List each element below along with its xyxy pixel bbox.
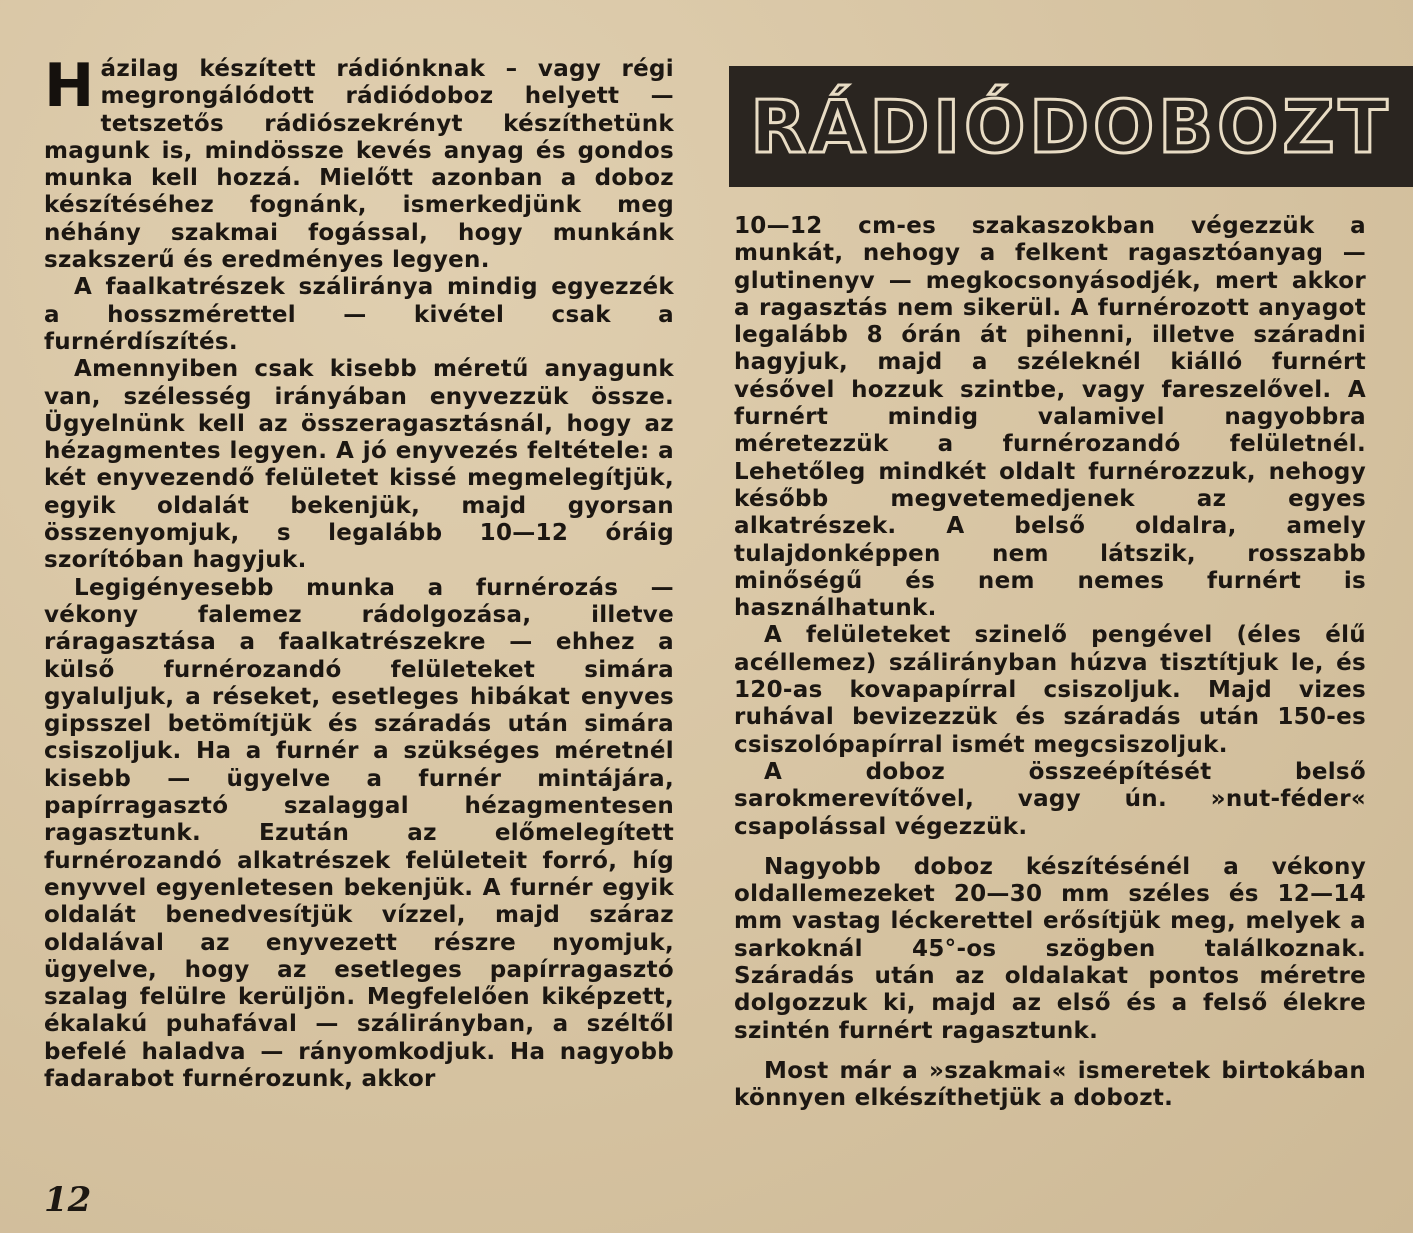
title-banner	[729, 66, 1413, 187]
paragraph-finishing: A felületeket szinelő pengével (éles élű acéllemez) szálirányban húzva tisztítjuk le, és 120-as kovapapírral csiszoljuk. Majd vizes ruhával bevizezzük és száradás után 150-es csiszolópapírral ismét megcsiszoljuk.	[734, 622, 1366, 758]
paragraph-intro	[44, 51, 674, 274]
paragraph-grain: A faalkatrészek száliránya mindig egyezzék a hosszmérettel — kivétel csak a furnérdíszítés.	[44, 274, 674, 355]
left-column	[44, 51, 674, 1093]
paragraph-assembly: A doboz összeépítését belső sarokmerevítővel, vagy ún. »nut-féder« csapolással végezzük.	[734, 758, 1366, 840]
paragraph-gluing: Amennyiben csak kisebb méretű anyagunk van, szélesség irányában enyvezzük össze. Ügyelnünk kell az összeragasztásnál, hogy az hézagmentes legyen. A jó enyvezés feltétele: a két enyvezendő felületet kissé megmelegítjük, egyik oldalát bekenjük, majd gyorsan összenyomjuk, s legalább 10—12 óráig szorítóban hagyjuk.	[44, 356, 674, 574]
paragraph-closing: Most már a »szakmai« ismeretek birtokában könnyen elkészíthetjük a dobozt.	[734, 1057, 1366, 1112]
right-column	[734, 213, 1366, 1113]
page-number: 12	[44, 1180, 92, 1220]
paragraph-intro-text: ázilag készített rádiónknak – vagy régi megrongálódott rádiódoboz helyett — tetszetős rádiószekrényt készíthetünk magunk is, mindössze kevés anyag és gondos munka kell hozzá. Mielőtt azonban a doboz készítéséhez fognánk, ismerkedjünk meg néhány szakmai fogással, hogy munkánk szakszerű és eredményes legyen.	[44, 56, 674, 274]
paragraph-large-box: Nagyobb doboz készítésénél a vékony oldallemezeket 20—30 mm széles és 12—14 mm vastag léckerettel erősítjük meg, melyek a sarkoknál 45°-os szögben találkoznak. Száradás után az oldalakat pontos méretre dolgozzuk ki, majd az első és a felső élekre szintén furnért ragasztunk.	[734, 853, 1366, 1044]
drop-cap: H	[44, 51, 95, 121]
paragraph-continuation: 10—12 cm-es szakaszokban végezzük a munkát, nehogy a felkent ragasztóanyag — glutinenyv — megkocsonyásodjék, mert akkor a ragasztás nem sikerül. A furnérozott anyagot legalább 8 órán át pihenni, illetve száradni hagyjuk, majd a széleknél kiálló furnért vésővel hozzuk szintbe, vagy fareszelővel. A furnért mindig valamivel nagyobbra méretezzük a furnérozandó felületnél. Lehetőleg mindkét oldalt furnérozzuk, nehogy később megvetemedjenek az egyes alkatrészek. A belső oldalra, amely tulajdonképpen nem látszik, rosszabb minőségű és nem nemes furnért is használhatunk.	[734, 213, 1366, 622]
paragraph-veneering: Legigényesebb munka a furnérozás — vékony falemez rádolgozása, illetve ráragasztása a faalkatrészekre — ehhez a külső furnérozandó felületeket simára gyaluljuk, a réseket, esetleges hibákat enyves gipsszel betömítjük és száradás után simára csiszoljuk. Ha a furnér a szükséges méretnél kisebb — ügyelve a furnér mintájára, papírragasztó szalaggal hézagmentesen ragasztunk. Ezután az előmelegített furnérozandó alkatrészek felületeit forró, híg enyvvel egyenletesen bekenjük. A furnér egyik oldalát benedvesítjük vízzel, majd száraz oldalával az enyvezett részre nyomjuk, ügyelve, hogy az esetleges papírragasztó szalag felülre kerüljön. Megfelelően kiképzett, ékalakú puhafával — szálirányban, a széltől befelé haladva — rányomkodjuk. Ha nagyobb fadarabot furnérozunk, akkor	[44, 574, 674, 1092]
article-title: RÁDIÓDOBOZT	[750, 84, 1392, 169]
